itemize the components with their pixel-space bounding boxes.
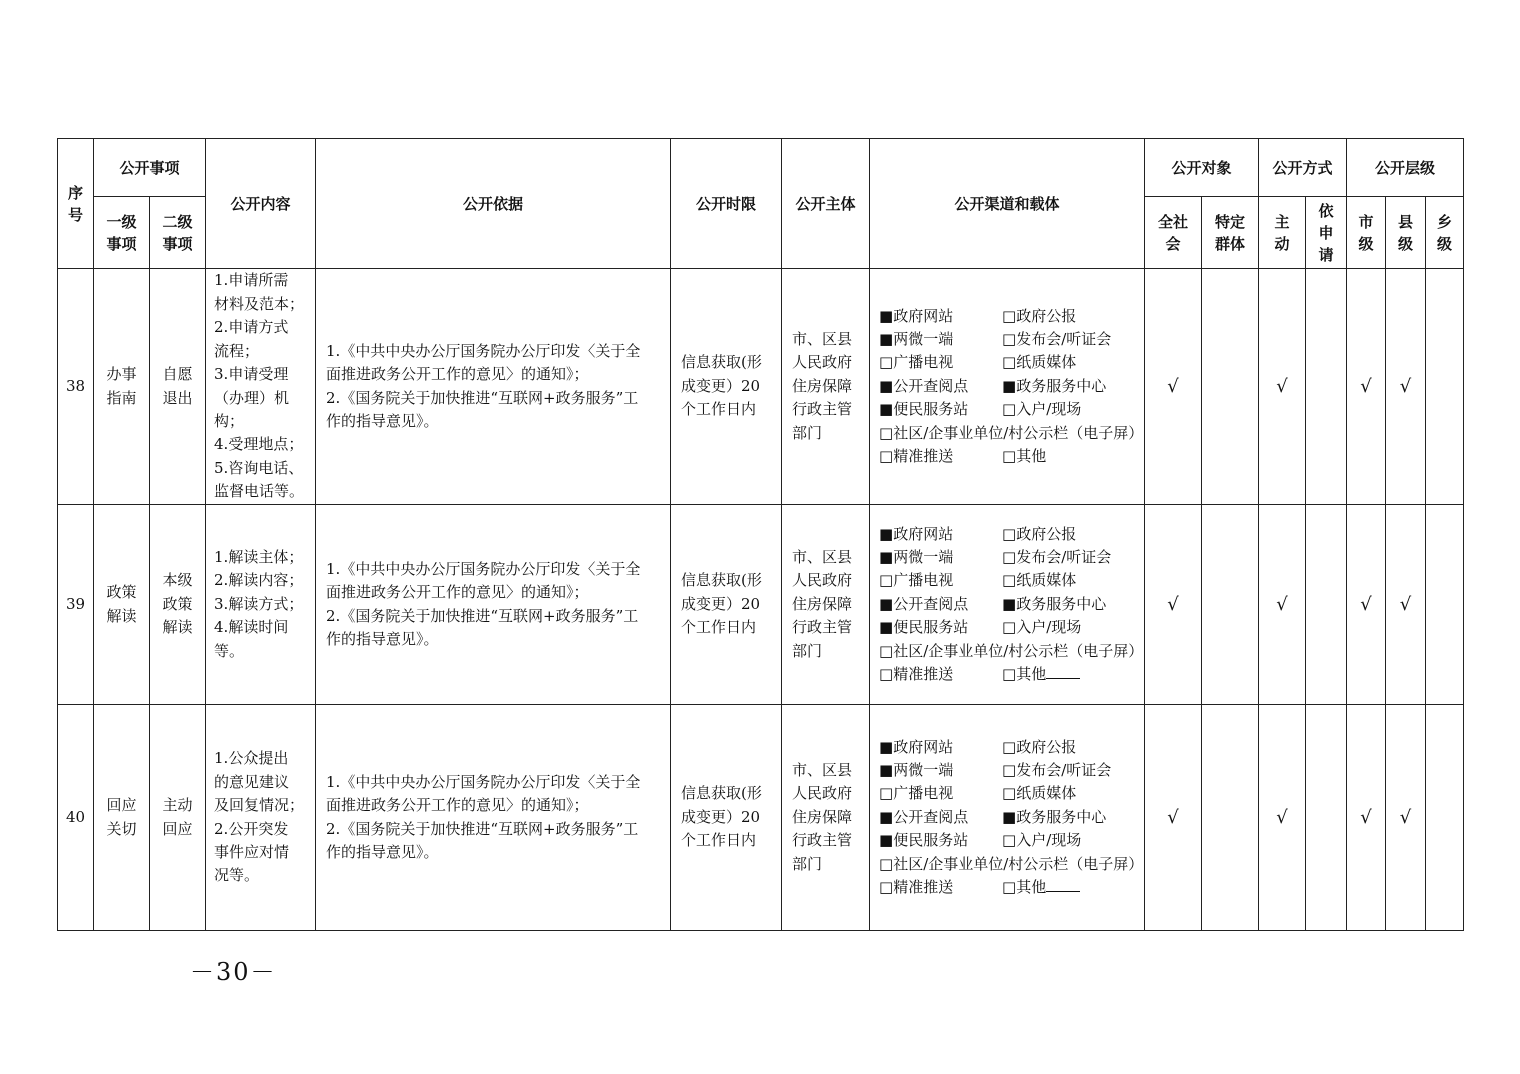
channel-item: ■政务服务中心 — [1002, 594, 1107, 613]
row-subject-line: 人民政府 — [792, 353, 853, 372]
channel-item: ■政府网站 — [879, 524, 954, 543]
channel-item: □纸质媒体 — [1002, 784, 1077, 803]
header-level-city: 市级 — [1347, 197, 1386, 269]
row-method-apply-mark — [1306, 505, 1347, 705]
row-content-line: 1.解读主体； — [214, 547, 304, 566]
row-level2-line: 自愿 — [162, 365, 193, 384]
channel-item: □精准推送 — [879, 878, 954, 897]
row-level-town-mark — [1426, 269, 1464, 505]
row-basis-line: 1.《中共中央办公厅国务院办公厅印发〈关于全 — [326, 559, 641, 578]
channel-item: ■便民服务站 — [879, 400, 969, 419]
page-number: －30－ — [190, 958, 277, 986]
row-basis-line: 作的指导意见》。 — [326, 842, 439, 861]
channel-item: □广播电视 — [879, 784, 954, 803]
channel-item: □发布会/听证会 — [1002, 329, 1112, 348]
channel-item-bulletin: □社区/企事业单位/村公示栏（电子屏） — [879, 854, 1144, 873]
channel-item: □政府公报 — [1002, 524, 1077, 543]
channel-item: □发布会/听证会 — [1002, 547, 1112, 566]
channel-row — [879, 351, 1136, 374]
row-object-all-mark: √ — [1145, 505, 1202, 705]
row-content-line: 监督电话等。 — [214, 482, 305, 501]
row-subject-line: 行政主管 — [792, 618, 853, 637]
channel-row — [879, 782, 1136, 805]
row-content-line: 及回复情况； — [214, 796, 305, 815]
row-level1 — [94, 269, 150, 505]
channel-item: ■两微一端 — [879, 547, 954, 566]
row-seq: 40 — [58, 705, 94, 931]
channel-row — [879, 759, 1136, 782]
channel-row — [879, 593, 1136, 616]
row-content-line: 4.受理地点； — [214, 435, 304, 454]
channel-item: □广播电视 — [879, 353, 954, 372]
row-level-city-mark: √ — [1347, 705, 1386, 931]
header-level2: 二级事项 — [150, 197, 206, 269]
row-subject-line: 行政主管 — [792, 400, 853, 419]
row-subject-line: 市、区县 — [792, 329, 853, 348]
row-method-active-mark: √ — [1259, 705, 1306, 931]
table-row — [58, 505, 1464, 705]
row-basis-line: 面推进政务公开工作的意见〉的通知》； — [326, 796, 589, 815]
row-channels — [870, 269, 1145, 505]
row-content-line: 构； — [214, 411, 245, 430]
header-level-town: 乡级 — [1426, 197, 1464, 269]
row-content-line: 1.公众提出 — [214, 749, 289, 768]
row-basis-line: 2.《国务院关于加快推进“互联网+政务服务”工 — [326, 819, 639, 838]
row-basis — [316, 705, 671, 931]
header-time-limit: 公开时限 — [671, 139, 782, 269]
channel-item-other-label: □其他 — [1002, 447, 1047, 466]
channel-item: □纸质媒体 — [1002, 571, 1077, 590]
row-subject-line: 住房保障 — [792, 376, 853, 395]
channel-item: ■便民服务站 — [879, 618, 969, 637]
row-content-line: 1.申请所需 — [214, 271, 289, 290]
row-level2-line: 退出 — [162, 388, 193, 407]
row-level-county-mark: √ — [1386, 505, 1426, 705]
channel-item-other — [1002, 445, 1046, 468]
row-time-limit-line: 个工作日内 — [681, 831, 757, 850]
row-subject — [782, 505, 870, 705]
row-subject — [782, 705, 870, 931]
row-object-specific-mark — [1202, 269, 1259, 505]
row-time-limit-line: 成变更）20 — [681, 594, 761, 613]
header-object-group: 公开对象 — [1145, 139, 1259, 197]
row-level2-line: 解读 — [162, 618, 193, 637]
header-items-group: 公开事项 — [94, 139, 206, 197]
channel-row — [879, 398, 1136, 421]
row-content — [206, 505, 316, 705]
header-method-group: 公开方式 — [1259, 139, 1347, 197]
channel-item: ■两微一端 — [879, 760, 954, 779]
channel-item: ■政府网站 — [879, 306, 954, 325]
row-level-city-mark: √ — [1347, 505, 1386, 705]
row-basis-line: 1.《中共中央办公厅国务院办公厅印发〈关于全 — [326, 772, 641, 791]
disclosure-table — [57, 138, 1464, 931]
row-subject-line: 部门 — [792, 854, 823, 873]
row-subject-line: 人民政府 — [792, 571, 853, 590]
row-level2 — [150, 269, 206, 505]
header-seq: 序号 — [58, 139, 94, 269]
row-level1-line: 解读 — [106, 606, 137, 625]
channel-item: □纸质媒体 — [1002, 353, 1077, 372]
channel-item-other — [1002, 876, 1080, 899]
row-channels — [870, 705, 1145, 931]
row-content-line: 等。 — [214, 641, 245, 660]
row-level1-line: 指南 — [106, 388, 137, 407]
row-level-city-mark: √ — [1347, 269, 1386, 505]
channel-item: □入户/现场 — [1002, 618, 1082, 637]
row-basis-line: 面推进政务公开工作的意见〉的通知》； — [326, 583, 589, 602]
row-method-apply-mark — [1306, 705, 1347, 931]
header-object-all: 全社会 — [1145, 197, 1202, 269]
row-subject-line: 市、区县 — [792, 760, 853, 779]
row-time-limit — [671, 269, 782, 505]
channel-item: □入户/现场 — [1002, 400, 1082, 419]
row-seq: 38 — [58, 269, 94, 505]
channel-item: ■政务服务中心 — [1002, 807, 1107, 826]
row-level1-line: 关切 — [106, 819, 137, 838]
channel-item: ■政府网站 — [879, 737, 954, 756]
row-content-line: 2.申请方式 — [214, 318, 289, 337]
row-subject-line: 市、区县 — [792, 547, 853, 566]
row-method-apply-mark — [1306, 269, 1347, 505]
row-level1 — [94, 705, 150, 931]
row-time-limit-line: 成变更）20 — [681, 807, 761, 826]
row-level1-line: 回应 — [106, 796, 137, 815]
row-seq: 39 — [58, 505, 94, 705]
row-level-town-mark — [1426, 505, 1464, 705]
row-content-line: 3.申请受理 — [214, 365, 289, 384]
channel-row — [879, 305, 1136, 328]
channel-item: □政府公报 — [1002, 737, 1077, 756]
row-object-all-mark: √ — [1145, 705, 1202, 931]
channel-row — [879, 328, 1136, 351]
row-method-active-mark: √ — [1259, 505, 1306, 705]
row-subject-line: 部门 — [792, 641, 823, 660]
row-basis-line: 作的指导意见》。 — [326, 411, 439, 430]
channel-row — [879, 663, 1136, 686]
channel-item-other-label: □其他 — [1002, 878, 1047, 897]
row-subject-line: 部门 — [792, 423, 823, 442]
channel-item: ■两微一端 — [879, 329, 954, 348]
row-basis-line: 面推进政务公开工作的意见〉的通知》； — [326, 365, 589, 384]
row-time-limit-line: 成变更）20 — [681, 376, 761, 395]
channel-item-other-label: □其他 — [1002, 665, 1047, 684]
other-blank-line — [1046, 877, 1080, 892]
channel-row — [879, 829, 1136, 852]
row-content-line: 材料及范本； — [214, 294, 305, 313]
channel-item-bulletin: □社区/企事业单位/村公示栏（电子屏） — [879, 641, 1144, 660]
channel-item: □精准推送 — [879, 447, 954, 466]
row-level2-line: 主动 — [162, 796, 193, 815]
row-basis — [316, 269, 671, 505]
channel-item: □发布会/听证会 — [1002, 760, 1112, 779]
row-level2 — [150, 505, 206, 705]
header-content: 公开内容 — [206, 139, 316, 269]
row-time-limit-line: 个工作日内 — [681, 618, 757, 637]
header-level-group: 公开层级 — [1347, 139, 1464, 197]
header-object-specific: 特定群体 — [1202, 197, 1259, 269]
row-time-limit — [671, 505, 782, 705]
other-blank-line — [1046, 664, 1080, 679]
row-time-limit-line: 信息获取(形 — [681, 784, 762, 803]
row-basis-line: 作的指导意见》。 — [326, 629, 439, 648]
channel-row — [879, 806, 1136, 829]
header-level-county: 县级 — [1386, 197, 1426, 269]
row-content-line: 2.解读内容； — [214, 571, 304, 590]
channel-row — [879, 445, 1136, 468]
channel-item: □政府公报 — [1002, 306, 1077, 325]
channel-item-bulletin: □社区/企事业单位/村公示栏（电子屏） — [879, 423, 1144, 442]
row-subject-line: 人民政府 — [792, 784, 853, 803]
row-level1 — [94, 505, 150, 705]
table-row — [58, 705, 1464, 931]
channel-item-other — [1002, 663, 1080, 686]
row-time-limit-line: 个工作日内 — [681, 400, 757, 419]
row-subject-line: 行政主管 — [792, 831, 853, 850]
row-level-town-mark — [1426, 705, 1464, 931]
channel-row — [879, 546, 1136, 569]
channel-item: ■便民服务站 — [879, 831, 969, 850]
row-content-line: 况等。 — [214, 866, 260, 885]
row-time-limit — [671, 705, 782, 931]
row-content-line: 3.解读方式； — [214, 594, 304, 613]
channel-item: □入户/现场 — [1002, 831, 1082, 850]
row-object-specific-mark — [1202, 705, 1259, 931]
header-basis: 公开依据 — [316, 139, 671, 269]
row-level-county-mark: √ — [1386, 705, 1426, 931]
row-content — [206, 269, 316, 505]
channel-row — [879, 736, 1136, 759]
row-content-line: 事件应对情 — [214, 842, 290, 861]
row-content-line: 2.公开突发 — [214, 819, 289, 838]
row-time-limit-line: 信息获取(形 — [681, 353, 762, 372]
channel-item: ■公开查阅点 — [879, 376, 969, 395]
header-method-active: 主动 — [1259, 197, 1306, 269]
channel-item: ■政务服务中心 — [1002, 376, 1107, 395]
header-channels: 公开渠道和载体 — [870, 139, 1145, 269]
channel-item: ■公开查阅点 — [879, 594, 969, 613]
row-channels — [870, 505, 1145, 705]
row-object-specific-mark — [1202, 505, 1259, 705]
row-content-line: 流程； — [214, 341, 260, 360]
header-subject: 公开主体 — [782, 139, 870, 269]
row-content-line: 的意见建议 — [214, 772, 290, 791]
row-basis-line: 2.《国务院关于加快推进“互联网+政务服务”工 — [326, 606, 639, 625]
row-level1-line: 政策 — [106, 583, 137, 602]
row-basis-line: 1.《中共中央办公厅国务院办公厅印发〈关于全 — [326, 341, 641, 360]
channel-row — [879, 616, 1136, 639]
header-level1: 一级事项 — [94, 197, 150, 269]
row-subject — [782, 269, 870, 505]
channel-row — [879, 876, 1136, 899]
row-subject-line: 住房保障 — [792, 594, 853, 613]
channel-row — [879, 569, 1136, 592]
row-content-line: （办理）机 — [214, 388, 290, 407]
row-level-county-mark: √ — [1386, 269, 1426, 505]
channel-item: ■公开查阅点 — [879, 807, 969, 826]
row-object-all-mark: √ — [1145, 269, 1202, 505]
row-method-active-mark: √ — [1259, 269, 1306, 505]
row-level2-line: 政策 — [162, 594, 193, 613]
row-level2-line: 回应 — [162, 819, 193, 838]
row-level2 — [150, 705, 206, 931]
table-row — [58, 269, 1464, 505]
row-basis-line: 2.《国务院关于加快推进“互联网+政务服务”工 — [326, 388, 639, 407]
channel-row — [879, 375, 1136, 398]
row-basis — [316, 505, 671, 705]
row-content-line: 4.解读时间 — [214, 618, 289, 637]
row-subject-line: 住房保障 — [792, 807, 853, 826]
row-content-line: 5.咨询电话、 — [214, 458, 304, 477]
row-level1-line: 办事 — [106, 365, 137, 384]
header-method-apply: 依申请 — [1306, 197, 1347, 269]
channel-item: □精准推送 — [879, 665, 954, 684]
row-level2-line: 本级 — [162, 571, 193, 590]
channel-item: □广播电视 — [879, 571, 954, 590]
row-content — [206, 705, 316, 931]
row-time-limit-line: 信息获取(形 — [681, 571, 762, 590]
channel-row — [879, 523, 1136, 546]
